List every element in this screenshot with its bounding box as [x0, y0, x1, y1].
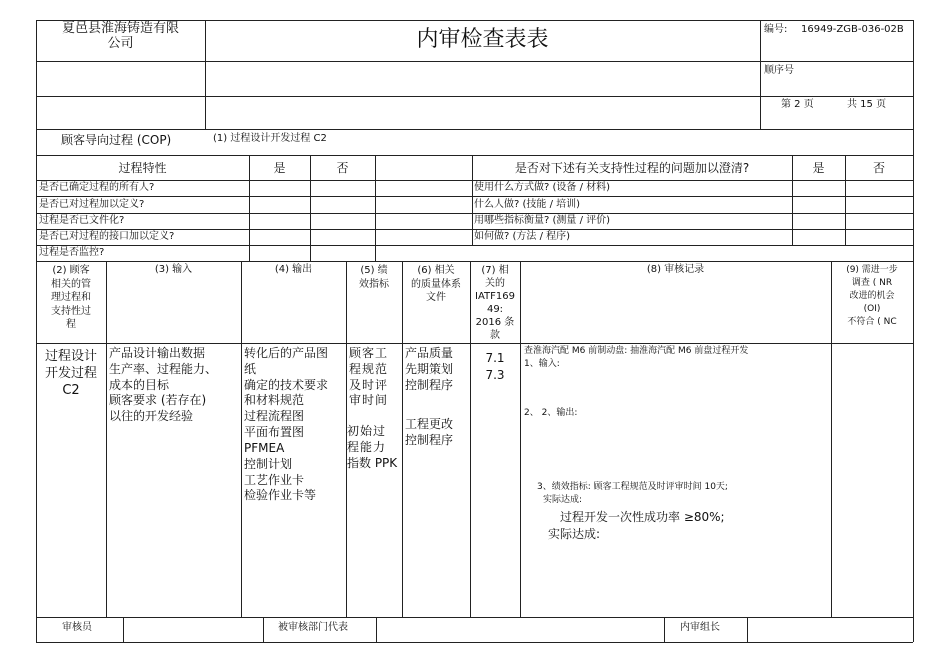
clause-item: 7.3 — [485, 367, 505, 382]
column-header-further-investigation — [831, 264, 913, 329]
doc-line: 工程更改 — [405, 417, 454, 431]
output-item: 控制计划 — [244, 456, 293, 471]
column-header-kpi — [346, 264, 402, 291]
sequence-number-label: 顺序号 — [764, 65, 794, 76]
kpi-line: 程规范 — [349, 361, 389, 376]
page-number: 第 2 页 — [781, 99, 814, 110]
col6-line2: 的质量体系 — [411, 278, 461, 290]
iatf-clauses — [470, 350, 520, 384]
no-header-left: 否 — [336, 161, 349, 175]
doc-line: 控制程序 — [405, 377, 454, 392]
total-pages: 共 15 页 — [847, 99, 887, 110]
kpi-line: 程能力 — [347, 439, 387, 454]
doc-number-value: 16949-ZGB-036-02B — [801, 24, 904, 35]
column-header-qms-docs — [402, 264, 470, 305]
input-item: 顾客要求 (若存在) — [109, 393, 207, 408]
output-item: 确定的技术要求 — [244, 377, 329, 392]
kpi-line: 顾客工 — [349, 346, 389, 360]
left-question-2: 是否已对过程加以定义? — [39, 199, 145, 210]
audit-record-output: 2、 2、输出: — [524, 408, 578, 418]
audit-team-leader-label: 内审组长 — [680, 622, 720, 633]
kpi-line: 指数 PPK — [347, 455, 398, 470]
audit-record-success-rate: 过程开发一次性成功率 ≥80%; — [560, 510, 725, 524]
right-question-2: 什么人做? (技能 / 培训) — [474, 199, 581, 210]
column-header-audit-record: (8) 审核记录 — [646, 264, 705, 275]
col2-line3: 理过程和 — [51, 292, 91, 303]
col7-line5: 2016 条 — [475, 317, 515, 328]
input-item: 以往的开发经验 — [109, 409, 194, 424]
col6-line1: (6) 相关 — [417, 265, 455, 276]
col2-line2: 相关的管 — [51, 278, 91, 290]
col9-line5: 不符合 ( NC — [847, 317, 897, 328]
input-item: 成本的目标 — [109, 377, 170, 392]
col2-line5: 程 — [66, 319, 76, 330]
input-item: 产品设计输出数据 — [109, 346, 206, 360]
audit-record-kpi: 3、绩效指标: 顾客工程规范及时评审时间 10天; — [537, 482, 728, 492]
doc-line: 产品质量 — [405, 346, 454, 360]
department-representative-label: 被审核部门代表 — [278, 622, 348, 633]
output-item: 过程流程图 — [244, 409, 305, 424]
page-title: 内审检查表表 — [416, 27, 549, 52]
output-item: 纸 — [244, 361, 257, 376]
company-name-line1: 夏邑县淮海铸造有限 — [61, 21, 179, 36]
cop-value: (1) 过程设计开发过程 C2 — [213, 133, 327, 144]
column-header-input: (3) 输入 — [154, 264, 193, 275]
process-name-line1: 过程设计 — [44, 349, 97, 364]
col9-line3: 改进的机会 — [849, 291, 895, 302]
input-item: 生产率、过程能力、 — [109, 361, 218, 376]
audit-record-header: 查淮海汽配 M6 前制动盘: 抽淮海汽配 M6 前盘过程开发 — [524, 346, 749, 356]
column-header-iatf-clause — [470, 264, 520, 342]
output-item: PFMEA — [244, 440, 285, 455]
auditor-label: 审核员 — [62, 622, 92, 633]
col7-line4: 49: — [486, 304, 504, 315]
cop-label: 顾客导向过程 (COP) — [61, 133, 172, 147]
column-header-related-process — [36, 264, 106, 332]
company-name — [36, 22, 205, 52]
characteristics-header: 过程特性 — [118, 161, 167, 175]
process-name-line2: 开发过程 — [44, 365, 97, 381]
process-name-line3: C2 — [62, 382, 80, 398]
kpi-line: 审时间 — [349, 393, 389, 408]
audit-record-actual-2: 实际达成: — [548, 527, 601, 541]
audit-record-actual-1: 实际达成: — [543, 495, 583, 505]
qms-docs-group-1 — [405, 346, 453, 393]
left-question-3: 过程是否已文件化? — [39, 215, 125, 226]
col2-line1: (2) 顾客 — [52, 265, 90, 276]
outputs-list — [244, 346, 328, 504]
col9-line1: (9) 需进一步 — [846, 265, 898, 275]
left-question-4: 是否已对过程的接口加以定义? — [39, 231, 175, 242]
no-header-right: 否 — [872, 161, 885, 175]
doc-line: 先期策划 — [405, 361, 454, 376]
col9-line4: (OI) — [863, 304, 881, 315]
col6-line3: 文件 — [426, 292, 446, 303]
output-item: 工艺作业卡 — [244, 472, 305, 487]
col5-line1: (5) 绩 — [360, 265, 388, 276]
col2-line4: 支持性过 — [51, 305, 91, 317]
process-name — [36, 349, 106, 400]
audit-record-input: 1、输入: — [524, 359, 560, 369]
col7-line1: (7) 相 — [481, 265, 509, 276]
output-item: 平面布置图 — [244, 425, 305, 440]
col5-line2: 效指标 — [359, 278, 389, 290]
col9-line2: 调查 ( NR — [851, 278, 893, 289]
support-question-header: 是否对下述有关支持性过程的问题加以澄清? — [514, 161, 750, 175]
kpi-group-2 — [347, 424, 397, 471]
column-header-output: (4) 输出 — [274, 264, 313, 275]
kpi-line: 初始过 — [347, 424, 387, 438]
yes-header-right: 是 — [812, 161, 825, 175]
col7-line6: 款 — [490, 330, 500, 341]
qms-docs-group-2 — [405, 417, 453, 449]
output-item: 和材料规范 — [244, 393, 305, 408]
col7-line2: 关的 — [485, 278, 505, 289]
inputs-list — [109, 346, 217, 425]
doc-line: 控制程序 — [405, 432, 454, 447]
kpi-group-1 — [349, 346, 388, 409]
right-question-3: 用哪些指标衡量? (测量 / 评价) — [474, 215, 611, 226]
left-question-1: 是否已确定过程的所有人? — [39, 182, 155, 193]
left-question-5: 过程是否监控? — [39, 247, 105, 258]
right-question-1: 使用什么方式做? (设备 / 材料) — [474, 182, 611, 193]
clause-item: 7.1 — [485, 351, 505, 365]
company-name-line2: 公司 — [107, 35, 134, 51]
right-question-4: 如何做? (方法 / 程序) — [474, 231, 571, 242]
output-item: 检验作业卡等 — [244, 488, 317, 503]
doc-number-label: 编号: — [764, 24, 788, 35]
kpi-line: 及时评 — [349, 377, 389, 392]
col7-line3: IATF169 — [475, 291, 515, 302]
output-item: 转化后的产品图 — [244, 346, 329, 360]
yes-header-left: 是 — [273, 161, 286, 175]
